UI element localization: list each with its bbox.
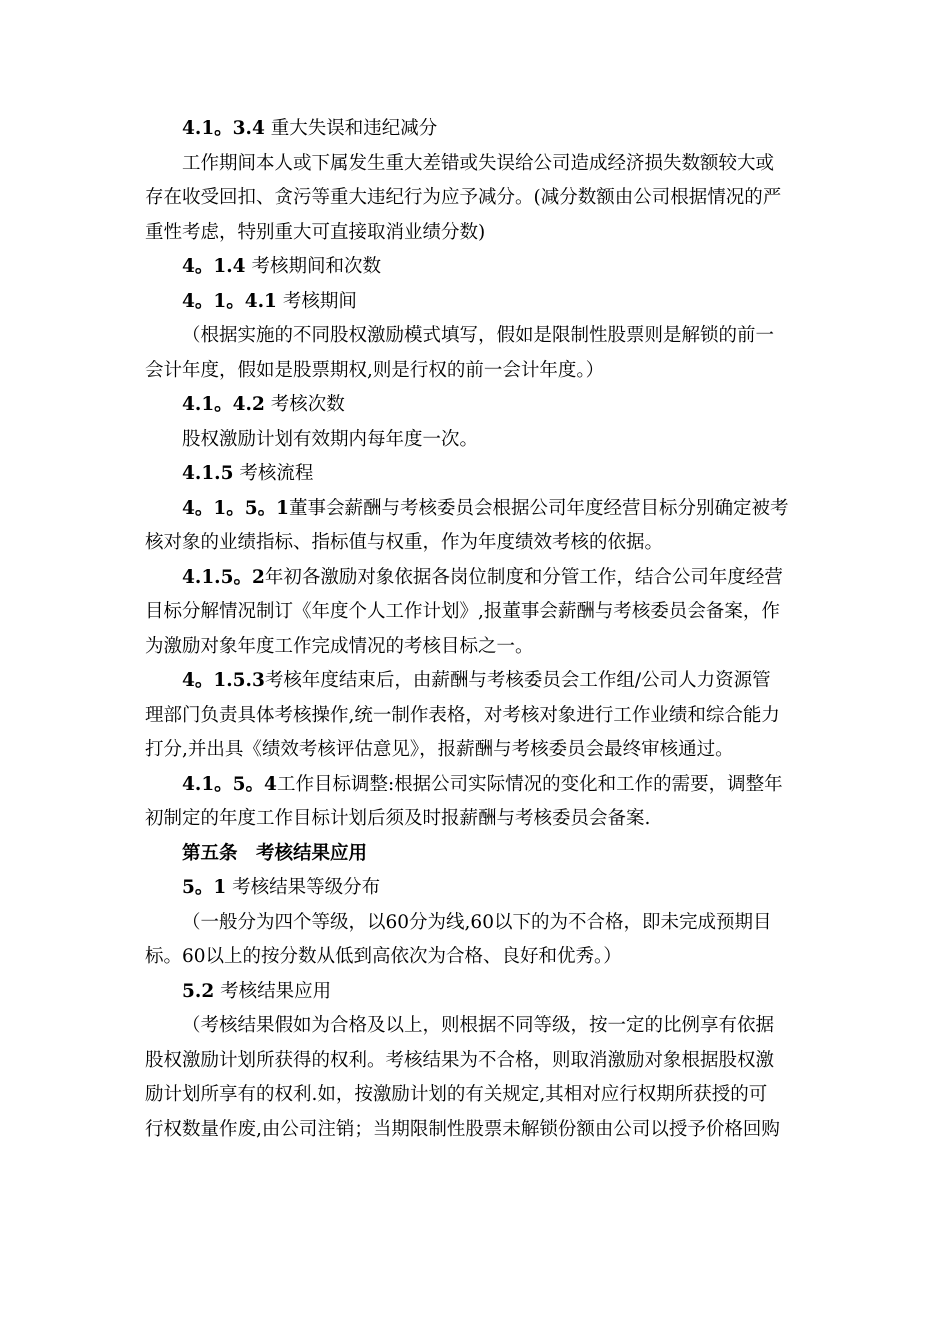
- paragraph-line: 会计年度，假如是股票期权,则是行权的前一会计年度。）: [145, 359, 605, 381]
- paragraph-line: （考核结果假如为合格及以上，则根据不同等级，按一定的比例享有依据: [182, 1015, 775, 1036]
- paragraph-line: 核对象的业绩指标、指标值与权重，作为年度绩效考核的依据。: [145, 532, 664, 553]
- paragraph-line: 存在收受回扣、贪污等重大违纪行为应予减分。(减分数额由公司根据情况的严: [145, 187, 782, 208]
- article-5-title: 第五条 考核结果应用: [182, 842, 368, 864]
- paragraph-line: 行权数量作废,由公司注销；当期限制性股票未解锁份额由公司以授予价格回购: [145, 1118, 780, 1140]
- heading-4-1-4-1: 4。1。4.1 考核期间: [182, 290, 357, 312]
- paragraph-line: 股权激励计划所获得的权利。考核结果为不合格，则取消激励对象根据股权激: [145, 1049, 775, 1071]
- paragraph-line: （根据实施的不同股权激励模式填写，假如是限制性股票则是解锁的前一: [182, 325, 775, 346]
- heading-4-1-3-4: 4.1。3.4 重大失误和违纪减分: [182, 118, 438, 139]
- heading-5-2: 5.2 考核结果应用: [182, 980, 332, 1002]
- item-4-1-5-2: 4.1.5。2年初各激励对象依据各岗位制度和分管工作，结合公司年度经营: [182, 566, 783, 588]
- paragraph-line: （一般分为四个等级，以60分为线,60以下的为不合格，即未完成预期目: [182, 911, 772, 933]
- heading-5-1: 5。1 考核结果等级分布: [182, 877, 381, 898]
- heading-4-1-4: 4。1.4 考核期间和次数: [182, 256, 381, 277]
- paragraph-line: 工作期间本人或下属发生重大差错或失误给公司造成经济损失数额较大或: [182, 152, 775, 174]
- paragraph-line: 目标分解情况制订《年度个人工作计划》,报董事会薪酬与考核委员会备案，作: [145, 601, 780, 622]
- paragraph-line: 股权激励计划有效期内每年度一次。: [182, 428, 479, 450]
- paragraph-line: 理部门负责具体考核操作,统一制作表格，对考核对象进行工作业绩和综合能力: [145, 704, 780, 726]
- item-4-1-5-1: 4。1。5。1董事会薪酬与考核委员会根据公司年度经营目标分别确定被考: [182, 497, 789, 519]
- document-page: [145, 112, 805, 1147]
- paragraph-line: 打分,并出具《绩效考核评估意见》，报薪酬与考核委员会最终审核通过。: [145, 739, 734, 760]
- heading-4-1-5: 4.1.5 考核流程: [182, 463, 314, 484]
- paragraph-line: 励计划所享有的权利.如，按激励计划的有关规定,其相对应行权期所获授的可: [145, 1084, 768, 1105]
- heading-4-1-4-2: 4.1。4.2 考核次数: [182, 394, 345, 415]
- item-4-1-5-4: 4.1。5。4工作目标调整:根据公司实际情况的变化和工作的需要，调整年: [182, 773, 783, 795]
- paragraph-line: 重性考虑，特别重大可直接取消业绩分数): [145, 221, 486, 243]
- paragraph-line: 初制定的年度工作目标计划后须及时报薪酬与考核委员会备案.: [145, 808, 651, 829]
- paragraph-line: 为激励对象年度工作完成情况的考核目标之一。: [145, 635, 534, 657]
- item-4-1-5-3: 4。1.5.3考核年度结束后，由薪酬与考核委员会工作组/公司人力资源管: [182, 670, 771, 691]
- paragraph-line: 标。60以上的按分数从低到高依次为合格、良好和优秀。）: [145, 946, 622, 967]
